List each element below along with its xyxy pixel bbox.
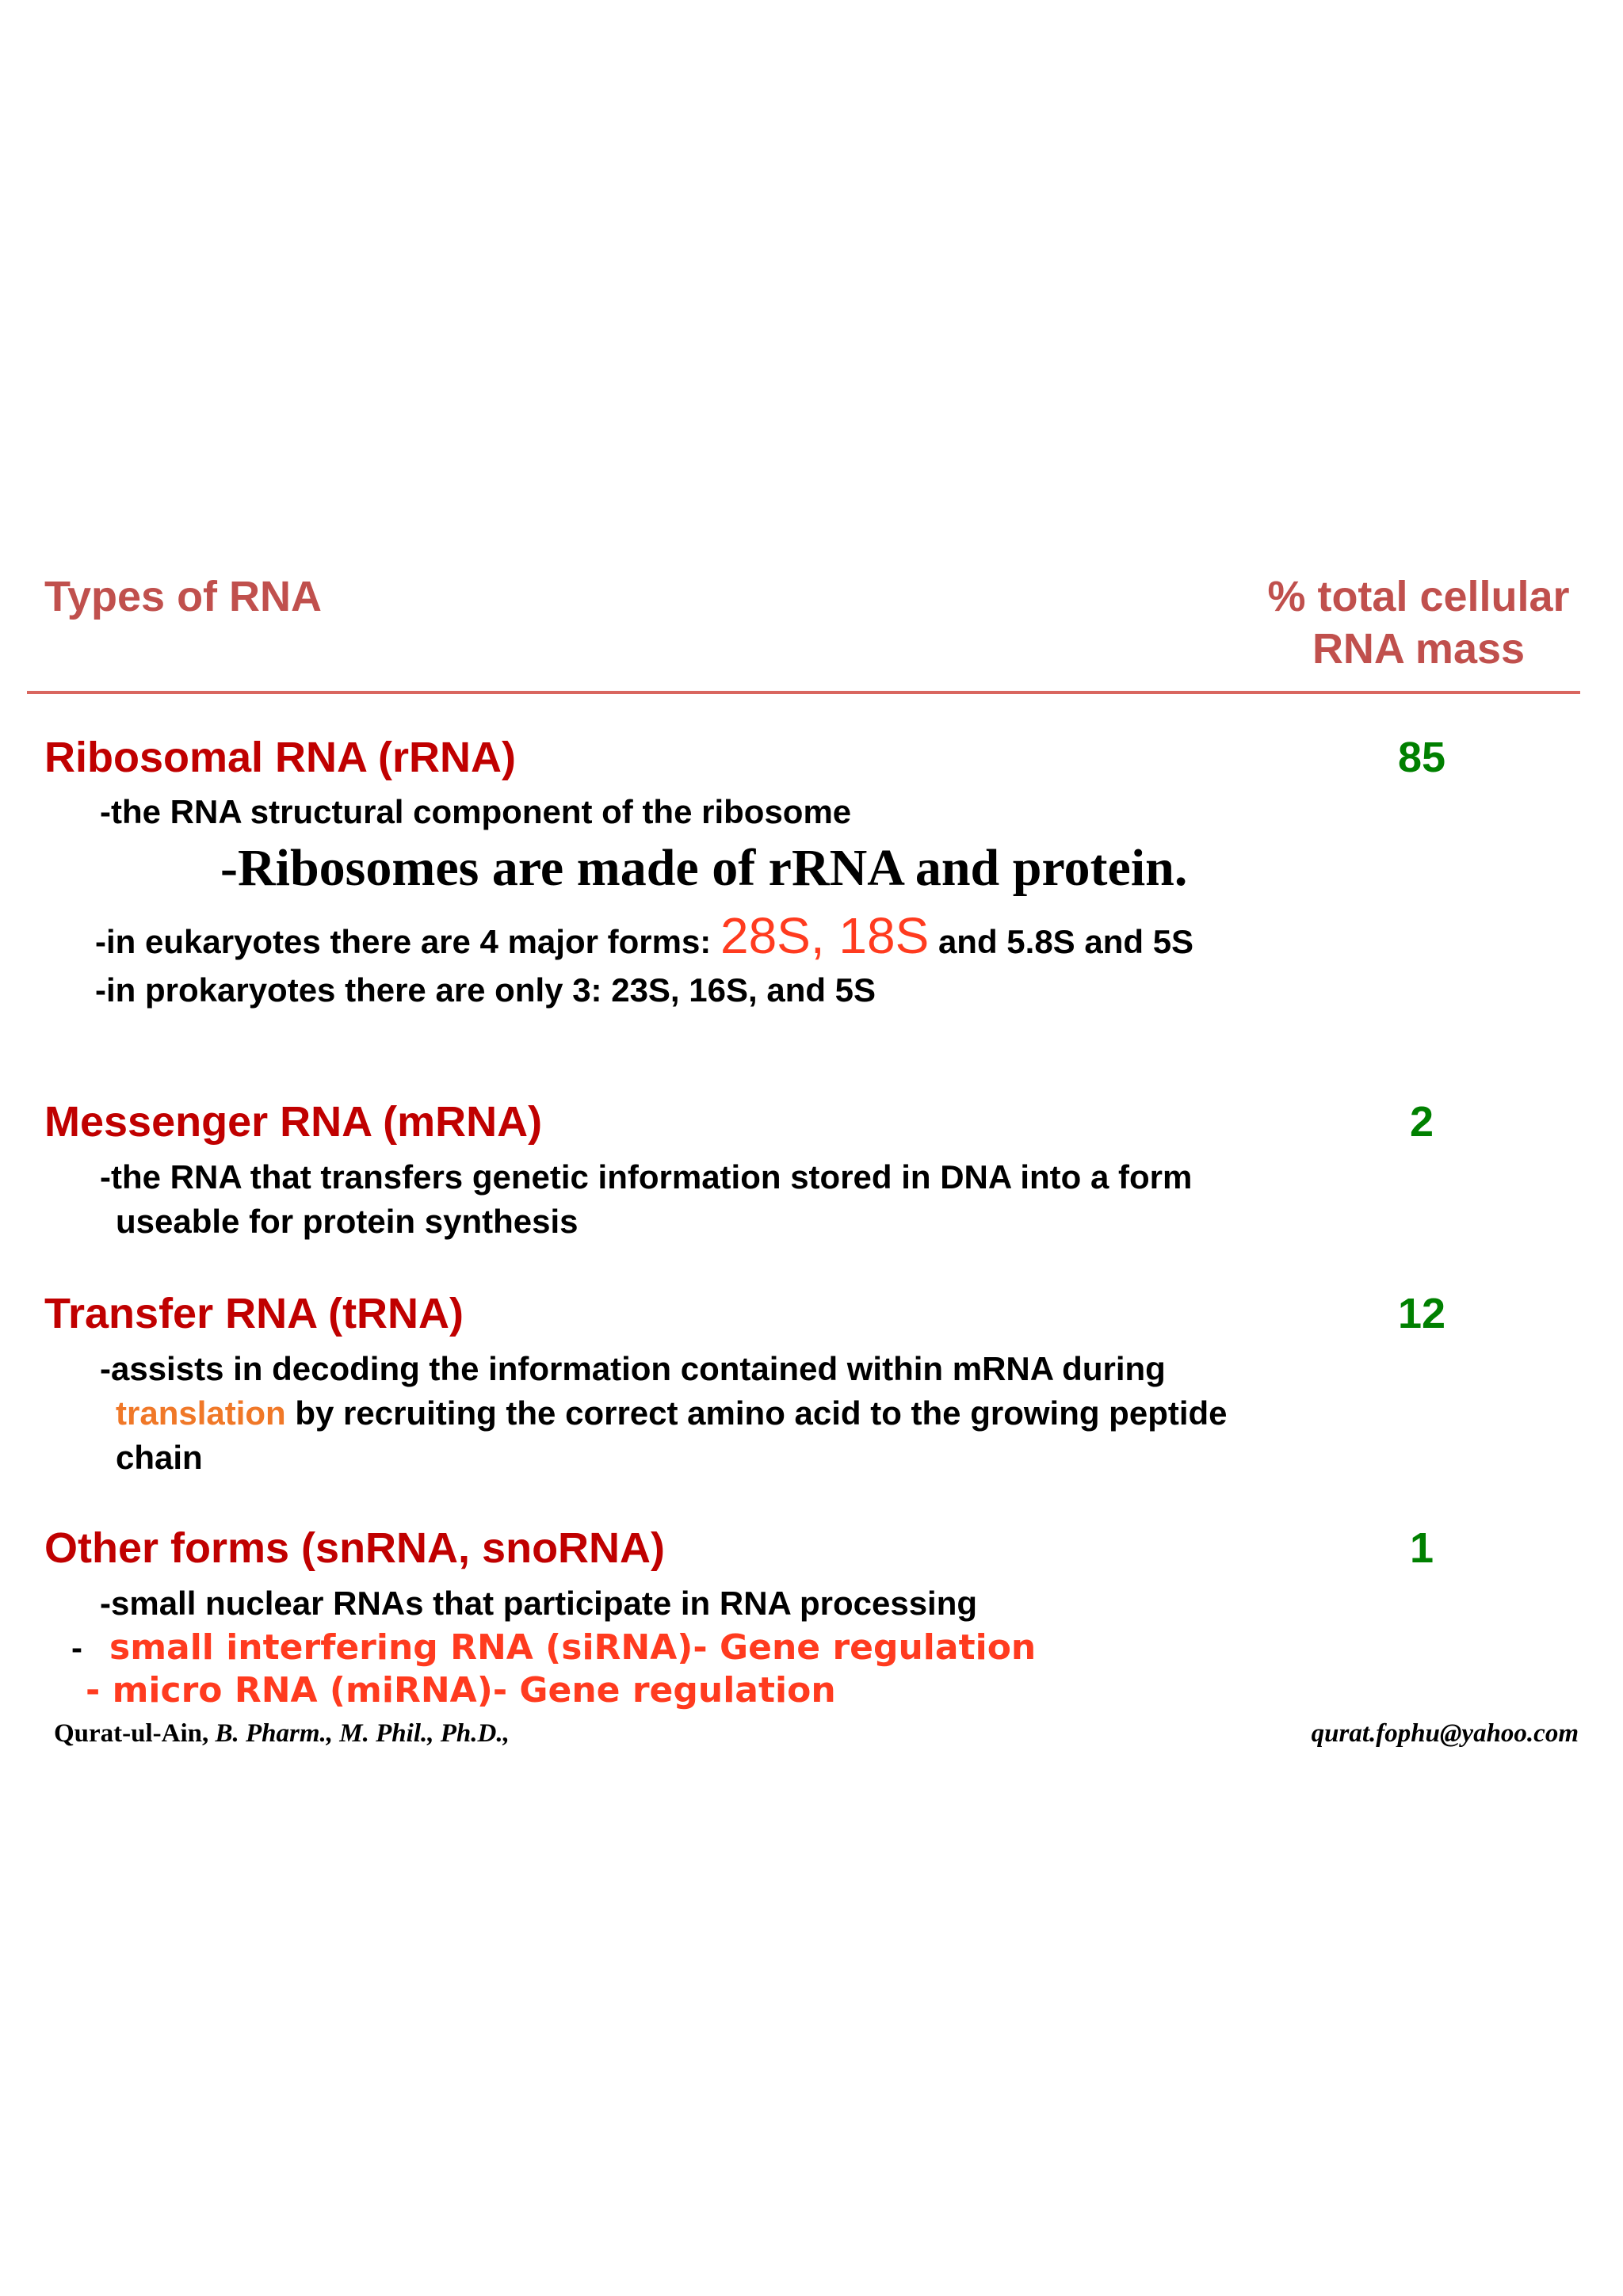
header-divider (27, 691, 1580, 694)
header-types-of-rna: Types of RNA (44, 573, 323, 620)
trna-title: Transfer RNA (tRNA) (44, 1290, 464, 1337)
rrna-prokaryotes: -in prokaryotes there are only 3: 23S, 16S, and 5S (95, 971, 876, 1009)
header-percent-line1: % total cellular (1267, 573, 1570, 620)
other-mirna: - micro RNA (miRNA)- Gene regulation (86, 1670, 836, 1711)
other-description-line1: -small nuclear RNAs that participate in RNA processing (100, 1585, 978, 1622)
footer-credentials: B. Pharm., M. Phil., Ph.D., (215, 1719, 510, 1748)
other-dash: - (71, 1629, 82, 1666)
rrna-description: -the RNA structural component of the ribosome (100, 793, 852, 830)
trna-line2-rest: by recruiting the correct amino acid to the growing peptide (285, 1394, 1228, 1432)
mrna-percent: 2 (1409, 1098, 1434, 1146)
other-title: Other forms (snRNA, snoRNA) (44, 1524, 666, 1572)
footer-author-name: Qurat-ul-Ain, (54, 1719, 216, 1748)
rrna-emphasis: -Ribosomes are made of rRNA and protein. (220, 839, 1188, 897)
rrna-title: Ribosomal RNA (rRNA) (44, 734, 517, 781)
trna-translation-highlight: translation (116, 1394, 286, 1432)
rrna-euk-prefix: -in eukaryotes there are 4 major forms: (95, 923, 720, 960)
trna-description-line3: chain (116, 1439, 203, 1476)
mrna-title: Messenger RNA (mRNA) (44, 1098, 543, 1146)
header-percent-mass (1236, 570, 1601, 675)
rrna-eukaryotes (95, 906, 1193, 972)
other-sirna: small interfering RNA (siRNA)- Gene regulation (109, 1627, 1037, 1668)
footer-author (54, 1719, 510, 1749)
trna-description-line1: -assists in decoding the information contained within mRNA during (100, 1350, 1166, 1387)
mrna-description-line1: -the RNA that transfers genetic information stored in DNA into a form (100, 1158, 1193, 1196)
trna-description-line2 (116, 1391, 1228, 1436)
rrna-euk-highlight: 28S, 18S (720, 907, 930, 964)
other-percent: 1 (1409, 1524, 1434, 1572)
rrna-percent: 85 (1397, 734, 1446, 781)
mrna-description-line2: useable for protein synthesis (116, 1203, 579, 1240)
rrna-euk-suffix: and 5.8S and 5S (929, 923, 1194, 960)
footer-email: qurat.fophu@yahoo.com (1311, 1719, 1579, 1748)
header-percent-line2: RNA mass (1312, 625, 1526, 673)
trna-percent: 12 (1397, 1290, 1446, 1337)
